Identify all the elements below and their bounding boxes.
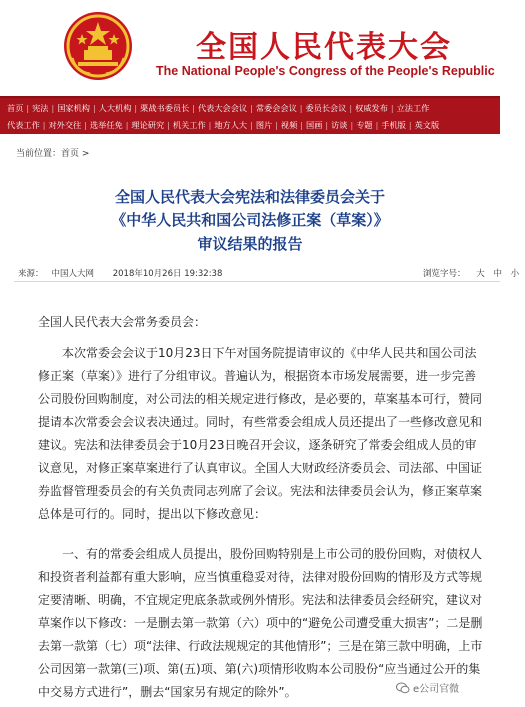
nav-divider: | — [375, 121, 379, 130]
font-size-medium-button[interactable]: 中 — [493, 269, 502, 279]
font-size-small-button[interactable]: 小 — [510, 269, 520, 279]
nav-item[interactable]: 英文版 — [414, 120, 440, 130]
nav-divider: | — [125, 121, 129, 130]
nav-divider: | — [350, 121, 354, 130]
nav-divider: | — [299, 104, 303, 113]
article-salutation: 全国人民代表大会常务委员会： — [38, 315, 207, 329]
nav-item[interactable]: 常委会会议 — [255, 103, 297, 113]
site-title-cn: 全国人民代表大会 — [196, 30, 452, 65]
breadcrumb-home-link[interactable]: 首页 — [61, 149, 80, 159]
article-title-line-2: 《中华人民共和国公司法修正案（草案）》 — [111, 211, 389, 229]
nav-item[interactable]: 对外交往 — [48, 120, 82, 130]
breadcrumb — [16, 146, 89, 159]
nav-item[interactable]: 专题 — [356, 120, 373, 130]
nav-item[interactable]: 选举任免 — [89, 120, 123, 130]
nav-item[interactable]: 委员长会议 — [305, 103, 347, 113]
nav-divider: | — [349, 104, 353, 113]
source-name: 中国人大网 — [51, 269, 95, 279]
main-nav — [0, 96, 500, 134]
nav-divider: | — [167, 121, 170, 130]
nav-divider: | — [408, 121, 412, 130]
national-emblem-icon — [62, 10, 134, 82]
nav-row-primary — [4, 100, 432, 117]
breadcrumb-separator: > — [79, 149, 90, 159]
article-paragraph: 一、有的常委会组成人员提出，股份回购特别是上市公司的股份回购，对债权人和投资者利益都有重大影响，应当慎重稳妥对待，法律对股份回购的情形及方式等规定要清晰、明确，不宜规定兜底条款或例外情形。宪法和法律委员会经研究，建议对草案作以下修改：一是删去第一款第（六）项中的“避免公司遭受重大损害”；二是删去第一款第（七）项“法律、行政法规规定的其他情形”；三是在第三款中明确，上市公司因第一款第(三)项、第(五)项、第(六)项情形收购本公司股份“应当通过公开的集中交易方式进行”，删去“国家另有规定的除外”。 — [38, 547, 483, 699]
nav-divider: | — [42, 121, 46, 130]
nav-item[interactable]: 地方人大 — [214, 120, 248, 130]
nav-item[interactable]: 国家机构 — [57, 103, 90, 113]
nav-row-secondary — [4, 117, 442, 134]
nav-divider: | — [26, 104, 30, 113]
nav-item[interactable]: 理论研究 — [131, 120, 165, 130]
nav-item[interactable]: 代表大会会议 — [197, 103, 248, 113]
nav-item[interactable]: 栗战书委员长 — [140, 103, 190, 113]
nav-item[interactable]: 手机版 — [381, 120, 406, 130]
nav-item[interactable]: 视频 — [280, 120, 298, 130]
nav-divider: | — [92, 104, 96, 113]
nav-item[interactable]: 人大机构 — [98, 103, 132, 113]
source-label: 来源： 中国人大网 — [18, 269, 95, 279]
font-size-label: 浏览字号： — [423, 269, 466, 279]
nav-divider: | — [390, 104, 394, 113]
font-size-switcher — [423, 267, 525, 279]
nav-divider: | — [275, 121, 278, 130]
nav-item[interactable]: 立法工作 — [396, 103, 430, 113]
article-title-line-3: 审议结果的报告 — [197, 235, 303, 253]
nav-divider: | — [325, 121, 329, 130]
nav-item[interactable]: 访谈 — [331, 120, 348, 130]
site-title-en: The National People's Congress of the People's Republic — [156, 64, 495, 78]
watermark-text: e公司官微 — [413, 684, 460, 695]
nav-item[interactable]: 首页 — [7, 103, 24, 113]
wechat-icon — [396, 681, 410, 695]
nav-item[interactable]: 国画 — [306, 120, 323, 130]
nav-divider: | — [192, 104, 195, 113]
site-banner — [0, 0, 500, 95]
nav-divider: | — [208, 121, 212, 130]
article-paragraph: 本次常委会会议于10月23日下午对国务院提请审议的《中华人民共和国公司法修正案（草案）》进行了分组审议。普遍认为，根据资本市场发展需要，进一步完善公司股份回购制度，对公司法的相关规定进行修改，是必要的，草案基本可行，赞同提请本次常委会会议表决通过。同时，有些常委会组成人员还提出了一些修改意见和建议。宪法和法律委员会于10月23日晚召开会议，逐条研究了常委会组成人员的审议意见，对修正案草案进行了认真审议。全国人大财政经济委员会、司法部、中国证券监督管理委员会的有关负责同志列席了会议。宪法和法律委员会认为，修正案草案总体是可行的。同时，提出以下修改意见： — [38, 346, 483, 521]
nav-item[interactable]: 图片 — [255, 120, 273, 130]
meta-divider — [14, 281, 500, 282]
nav-item[interactable]: 宪法 — [32, 103, 49, 113]
font-size-large-button[interactable]: 大 — [476, 269, 485, 279]
nav-divider: | — [300, 121, 303, 130]
nav-item[interactable]: 权威发布 — [355, 103, 388, 113]
nav-divider: | — [250, 104, 253, 113]
watermark — [396, 680, 459, 695]
nav-divider: | — [51, 104, 55, 113]
nav-item[interactable]: 代表工作 — [7, 120, 40, 130]
breadcrumb-label: 当前位置： — [16, 149, 62, 159]
nav-divider: | — [134, 104, 138, 113]
article-title-line-1: 全国人民代表大会宪法和法律委员会关于 — [114, 188, 385, 206]
article-meta — [18, 267, 520, 279]
nav-item[interactable]: 机关工作 — [172, 120, 206, 130]
publish-datetime: 2018年10月26日 19:32:38 — [112, 269, 223, 279]
nav-divider: | — [84, 121, 87, 130]
nav-divider: | — [250, 121, 253, 130]
